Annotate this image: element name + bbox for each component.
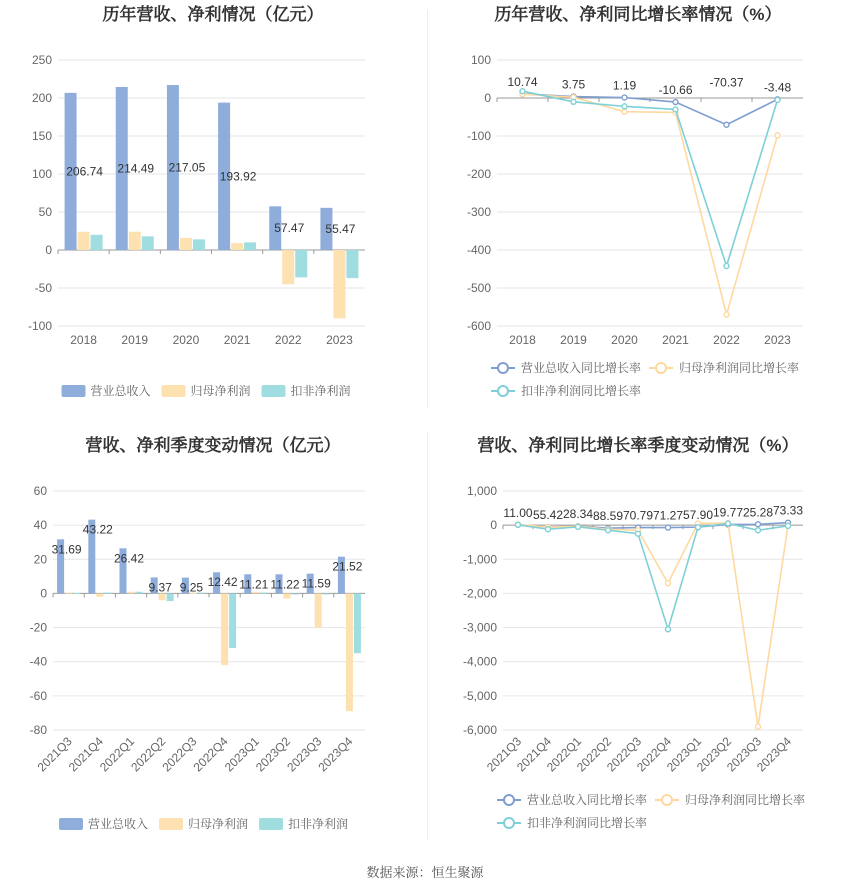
vertical-divider-bottom <box>427 432 428 840</box>
x-tick-label: 2023Q1 <box>221 734 262 775</box>
x-tick-label: 2022Q2 <box>128 734 169 775</box>
x-tick-label: 2021Q3 <box>34 734 75 775</box>
bar-3 <box>193 239 205 250</box>
x-tick-label: 2019 <box>121 333 149 347</box>
y-tick-label: 60 <box>33 484 47 498</box>
legend-swatch <box>159 818 183 830</box>
y-tick-label: 200 <box>31 91 52 105</box>
bar-3 <box>73 593 80 594</box>
x-tick-label: 2019 <box>560 333 587 347</box>
source-label: 数据来源：恒生聚源 <box>366 865 484 880</box>
data-label: 217.05 <box>168 160 206 175</box>
series-point-3 <box>622 104 627 109</box>
y-tick-label: 150 <box>31 129 52 143</box>
series-line-3 <box>523 91 778 266</box>
data-label: 88.59 <box>592 509 624 524</box>
legend-label: 营业总收入同比增长率 <box>521 361 642 375</box>
data-label: 11.59 <box>301 576 331 591</box>
series-point-3 <box>571 99 576 104</box>
bar-3 <box>295 250 307 277</box>
bar-3 <box>229 593 236 648</box>
bar-2 <box>180 238 192 250</box>
legend-marker <box>498 363 508 373</box>
series-point-1 <box>673 100 678 105</box>
series-point-2 <box>724 312 729 317</box>
legend-swatch <box>162 385 186 397</box>
series-point-3 <box>546 527 551 532</box>
x-tick-label: 2022Q4 <box>190 734 231 775</box>
bar-3 <box>136 592 143 594</box>
y-tick-label: -80 <box>29 723 47 737</box>
y-tick-label: -4,000 <box>462 654 497 669</box>
bar-2 <box>346 593 353 711</box>
data-label: 9.25 <box>179 580 204 595</box>
y-tick-label: 20 <box>33 552 47 567</box>
y-tick-label: 0 <box>45 243 52 257</box>
legend-marker <box>504 795 514 805</box>
y-tick-label: -600 <box>466 319 491 333</box>
x-tick-label: 2023 <box>326 333 353 347</box>
y-tick-label: -60 <box>29 688 47 703</box>
legend-label: 扣非净利润同比增长率 <box>521 384 642 398</box>
legend-label: 扣非净利润 <box>290 384 351 398</box>
y-tick-label: 0 <box>484 91 491 105</box>
y-tick-label: -3,000 <box>462 620 497 635</box>
series-line-2 <box>523 94 778 314</box>
x-tick-label: 2022 <box>274 333 302 347</box>
bar-2 <box>282 250 294 284</box>
chart-2 <box>467 4 803 398</box>
bar-3 <box>346 250 358 278</box>
x-tick-label: 2020 <box>611 333 638 347</box>
y-tick-label: -2,000 <box>462 586 497 601</box>
series-point-3 <box>576 524 581 529</box>
data-label: 11.22 <box>270 577 300 592</box>
vertical-divider-top <box>427 10 428 408</box>
bar-3 <box>292 593 299 594</box>
bar-2 <box>65 593 72 594</box>
series-point-3 <box>666 627 671 632</box>
x-tick-label: 2023 <box>764 333 791 347</box>
y-tick-label: -400 <box>466 243 491 257</box>
series-point-2 <box>622 109 627 114</box>
data-label: 28.34 <box>562 507 594 522</box>
series-point-2 <box>666 581 671 586</box>
x-tick-label: 2022Q3 <box>604 734 645 775</box>
legend-swatch <box>262 385 286 397</box>
chart-title: 营收、净利同比增长率季度变动情况（%） <box>477 436 799 455</box>
data-label: -70.37 <box>709 75 744 90</box>
legend <box>497 792 805 830</box>
data-label: 1.19 <box>612 78 637 93</box>
x-tick-label: 2020 <box>172 333 200 347</box>
y-tick-label: -1,000 <box>462 552 497 567</box>
y-tick-label: -6,000 <box>462 723 497 737</box>
series-point-2 <box>775 133 780 138</box>
x-tick-label: 2021Q4 <box>514 734 555 775</box>
bar-3 <box>142 236 154 250</box>
y-tick-label: -500 <box>466 281 491 295</box>
data-label: 57.90 <box>682 508 714 523</box>
bar-2 <box>159 593 166 600</box>
bar-3 <box>354 593 361 653</box>
legend-marker <box>498 386 508 396</box>
x-tick-label: 2022Q3 <box>159 734 200 775</box>
chart-4 <box>463 435 805 830</box>
legend <box>62 383 351 398</box>
chart-3 <box>30 435 365 831</box>
series-point-3 <box>726 521 731 526</box>
series-point-3 <box>724 263 729 268</box>
bar-3 <box>260 593 267 594</box>
legend <box>491 360 799 398</box>
data-label: 11.00 <box>503 505 533 520</box>
series-point-1 <box>622 95 627 100</box>
x-tick-label: 2023Q3 <box>724 734 765 775</box>
series-point-3 <box>786 523 791 528</box>
data-label: 10.74 <box>507 74 538 89</box>
y-tick-label: 250 <box>31 53 52 67</box>
x-tick-label: 2022Q1 <box>97 734 138 775</box>
y-tick-label: 100 <box>31 167 52 181</box>
y-tick-label: -40 <box>29 654 47 669</box>
y-tick-label: 1,000 <box>466 484 497 498</box>
legend-marker <box>656 363 666 373</box>
bar-2 <box>315 593 322 627</box>
bar-3 <box>104 593 111 594</box>
x-tick-label: 2021 <box>662 333 689 347</box>
y-tick-label: -20 <box>29 620 47 635</box>
bar-2 <box>221 593 228 665</box>
bar-2 <box>231 243 243 250</box>
bar-2 <box>129 232 141 250</box>
x-tick-label: 2018 <box>509 333 536 347</box>
legend-label: 营业总收入同比增长率 <box>527 793 648 807</box>
series-point-3 <box>516 522 521 527</box>
x-tick-label: 2022 <box>713 333 740 347</box>
data-label: 12.42 <box>207 575 238 590</box>
series-point-3 <box>756 528 761 533</box>
chart-title: 历年营收、净利情况（亿元） <box>102 5 324 24</box>
legend-label: 归母净利润 <box>190 384 251 398</box>
x-tick-label: 2022Q2 <box>574 734 615 775</box>
x-tick-label: 2021Q4 <box>65 734 106 775</box>
x-tick-label: 2023Q2 <box>253 734 294 775</box>
data-label: 43.22 <box>82 522 113 537</box>
bar-2 <box>78 232 90 250</box>
legend-label: 归母净利润 <box>188 817 249 831</box>
x-tick-label: 2022Q4 <box>634 734 675 775</box>
y-tick-label: -50 <box>34 281 52 295</box>
data-label: -10.66 <box>658 83 693 98</box>
legend-marker <box>504 818 514 828</box>
x-tick-label: 2023Q1 <box>664 734 705 775</box>
bar-3 <box>91 235 103 250</box>
series-point-1 <box>724 122 729 127</box>
legend-label: 扣非净利润 <box>288 817 349 831</box>
bar-3 <box>244 242 256 250</box>
series-point-2 <box>756 724 761 729</box>
data-label: 31.69 <box>51 542 82 557</box>
data-label: 9.37 <box>148 580 172 595</box>
series-point-3 <box>775 97 780 102</box>
y-tick-label: 40 <box>33 518 47 533</box>
series-point-1 <box>666 525 671 530</box>
series-point-3 <box>696 525 701 530</box>
x-tick-label: 2023Q4 <box>754 734 795 775</box>
data-label: 25.28 <box>742 505 774 520</box>
data-label: 55.42 <box>532 508 564 523</box>
series-point-3 <box>673 107 678 112</box>
chart-1 <box>28 4 365 398</box>
bar-2 <box>284 593 291 598</box>
data-label: 11.21 <box>239 577 269 592</box>
series-point-1 <box>756 522 761 527</box>
data-label: 26.42 <box>113 551 145 566</box>
legend <box>59 816 348 831</box>
legend-swatch <box>62 385 86 397</box>
y-tick-label: 0 <box>40 586 47 601</box>
data-label: -3.48 <box>763 80 792 95</box>
data-label: 21.52 <box>332 559 363 574</box>
x-tick-label: 2021 <box>223 333 251 347</box>
chart-title: 历年营收、净利同比增长率情况（%） <box>494 5 782 24</box>
y-tick-label: -300 <box>466 205 491 219</box>
data-label: 73.33 <box>772 503 804 518</box>
legend-label: 归母净利润同比增长率 <box>679 361 800 375</box>
data-label: 55.47 <box>325 221 356 236</box>
data-label: 71.27 <box>652 508 684 523</box>
legend-label: 扣非净利润同比增长率 <box>527 816 648 830</box>
bar-2 <box>96 593 103 596</box>
legend-label: 归母净利润同比增长率 <box>685 793 806 807</box>
legend-label: 营业总收入 <box>88 817 149 831</box>
data-label: 19.77 <box>712 505 744 520</box>
series-point-3 <box>636 531 641 536</box>
legend-swatch <box>59 818 83 830</box>
x-tick-label: 2018 <box>70 333 97 347</box>
bar-2 <box>252 592 259 594</box>
data-label: 57.47 <box>274 221 305 236</box>
y-tick-label: 100 <box>470 53 491 67</box>
y-tick-label: -100 <box>466 129 491 143</box>
data-label: 214.49 <box>117 161 155 176</box>
y-tick-label: 50 <box>38 205 52 219</box>
chart-title: 营收、净利季度变动情况（亿元） <box>85 436 341 455</box>
y-tick-label: -100 <box>27 319 52 333</box>
series-point-3 <box>606 528 611 533</box>
y-tick-label: -200 <box>466 167 491 181</box>
y-tick-label: 0 <box>490 518 497 533</box>
x-tick-label: 2021Q3 <box>484 734 525 775</box>
bar-2 <box>128 592 135 594</box>
x-tick-label: 2022Q1 <box>544 734 585 775</box>
data-label: 70.79 <box>622 508 654 523</box>
y-tick-label: -5,000 <box>462 688 497 703</box>
series-point-3 <box>520 89 525 94</box>
legend-marker <box>662 795 672 805</box>
x-tick-label: 2023Q3 <box>284 734 325 775</box>
data-label: 3.75 <box>561 77 586 92</box>
bar-3 <box>323 593 330 594</box>
data-label: 193.92 <box>219 169 257 184</box>
series-line-3 <box>518 523 788 629</box>
x-tick-label: 2023Q2 <box>694 734 735 775</box>
bar-3 <box>167 593 174 601</box>
x-tick-label: 2023Q4 <box>315 734 356 775</box>
legend-swatch <box>259 818 283 830</box>
legend-label: 营业总收入 <box>90 384 151 398</box>
data-label: 206.74 <box>66 164 103 179</box>
bar-2 <box>333 250 345 318</box>
